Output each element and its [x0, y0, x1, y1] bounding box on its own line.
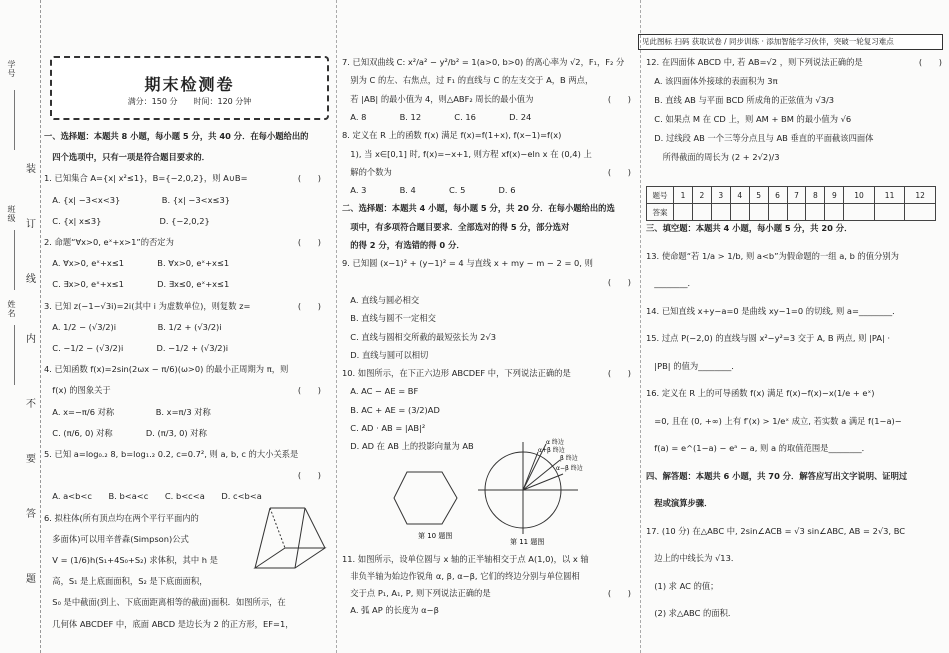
- question-text: 12. 在四面体 ABCD 中, 若 AB=√2 ，则下列说法正确的是: [646, 57, 863, 67]
- question-text: B. 直线 AB 与平面 BCD 所成角的正弦值为 √3/3: [646, 95, 835, 105]
- question-text: V = (1/6)h(S₁+4S₀+S₂) 求体积，其中 h 是: [44, 555, 218, 565]
- answer-paren: ( ): [607, 368, 631, 379]
- question-line: [646, 56, 863, 69]
- answer-paren: ( ): [607, 588, 631, 598]
- question-line: [44, 342, 228, 355]
- question-line: [646, 552, 739, 565]
- question-text: 的得 2 分，有选错的得 0 分．: [342, 240, 465, 250]
- question-line: [44, 257, 229, 270]
- question-text: ________．: [646, 278, 696, 288]
- question-text: 6. 拟柱体(所有顶点均在两个平行平面内的: [44, 512, 199, 523]
- question-text: C. 直线与圆相交所截的最短弦长为 2√3: [342, 331, 497, 342]
- question-number-cell: 8: [806, 187, 825, 204]
- binding-word: 装: [26, 164, 36, 175]
- question-text: 5. 已知 a=log₀.₂ 8, b=log₁.₂ 0.2, c=0.7², 则 a, b, c 的大小关系是: [44, 449, 299, 459]
- question-line: [646, 132, 873, 145]
- question-line: [646, 607, 736, 620]
- question-text: A. 直线与圆必相交: [342, 294, 420, 305]
- question-text: 13. 使命题“若 1/a > 1/b, 则 a<b”为假命题的一组 a, b 的值分别为: [646, 250, 899, 261]
- question-text: 9. 已知圆 (x−1)² + (y−1)² = 4 与直线 x + my − m − 2 = 0, 则: [342, 258, 593, 269]
- class-line: [14, 230, 15, 290]
- ray-label: β 终边: [560, 455, 578, 462]
- hexagon-figure: [392, 460, 462, 540]
- question-text: 多面体)可以用辛普森(Simpson)公式: [44, 533, 189, 544]
- question-line: [646, 332, 890, 345]
- question-text: A. AC − AE = BF: [342, 386, 419, 397]
- question-line: [342, 148, 592, 161]
- answer-cell: [844, 204, 875, 221]
- question-line: [342, 111, 531, 124]
- fig10-caption: 第 10 题图: [418, 532, 453, 540]
- question-text: 高，S₁ 是上底面面积，S₂ 是下底面面积，: [44, 576, 208, 587]
- question-line: [44, 194, 230, 207]
- question-text: C. (π/6, 0) 对称 D. (π/3, 0) 对称: [44, 427, 207, 438]
- question-text: 10. 如图所示，在下正六边形 ABCDEF 中，下列说法正确的是: [342, 368, 571, 379]
- answer-cell: [674, 204, 693, 221]
- question-text: A. 3 B. 4 C. 5 D. 6: [342, 185, 516, 196]
- question-text: =0, 且在 (0, +∞) 上有 f′(x) > 1/eˣ 成立, 若实数 a 满足 f(1−a)−: [646, 415, 902, 426]
- question-text: B. 直线与圆不一定相交: [342, 313, 436, 324]
- question-line: [342, 166, 392, 179]
- answer-cell: [730, 204, 749, 221]
- question-text: A. {x| −3<x<3} B. {x| −3<x≤3}: [44, 194, 230, 205]
- ray-label: α−β 终边: [556, 465, 583, 472]
- question-line: [44, 236, 174, 249]
- question-text: A. 弧 AP 的长度为 α−β: [342, 605, 439, 615]
- question-line: [646, 470, 907, 483]
- question-line: [646, 250, 899, 263]
- column-2: [336, 0, 637, 653]
- question-line: [44, 384, 111, 397]
- question-text: 三、填空题：本题共 4 小题，每小题 5 分，共 20 分．: [646, 223, 853, 233]
- answer-paren: ( ): [297, 173, 321, 184]
- question-line: [44, 363, 288, 376]
- question-line: [44, 427, 207, 440]
- question-line: [44, 533, 189, 546]
- question-text: 几何体 ABCDEF 中，底面 ABCD 是边长为 2 的正方形，EF=1，: [44, 618, 294, 629]
- answer-cell: [711, 204, 730, 221]
- question-text: 项中，有多项符合题目要求．全部选对的得 5 分，部分选对: [342, 221, 570, 232]
- question-text: 二、选择题：本题共 4 小题，每小题 5 分，共 20 分．在每小题给出的选: [342, 203, 615, 214]
- question-line: [646, 525, 905, 538]
- question-text: 3. 已知 z(−1−√3i)=2i(其中 i 为虚数单位)，则复数 z=: [44, 300, 251, 311]
- question-line: [44, 130, 308, 143]
- answer-cell: [692, 204, 711, 221]
- question-text: C. ∃x>0, eˣ+x≤1 D. ∃x≤0, eˣ+x≤1: [44, 279, 230, 290]
- question-number-cell: 5: [749, 187, 768, 204]
- question-number-cell: 4: [730, 187, 749, 204]
- question-line: [44, 215, 210, 228]
- question-text: C. 如果点 M 在 CD 上，则 AM + BM 的最小值为 √6: [646, 114, 852, 124]
- ray-label: α 终边: [546, 439, 564, 446]
- question-text: A. 该四面体外接球的表面积为 3π: [646, 76, 778, 86]
- question-line: [342, 404, 440, 417]
- answer-paren: ( ): [297, 385, 321, 396]
- question-line: [342, 422, 425, 435]
- answer-paren: ( ): [607, 276, 631, 287]
- question-line: [44, 448, 298, 461]
- question-line: [342, 570, 580, 583]
- question-text: 16. 定义在 R 上的可导函数 f(x) 满足 f(x)−f(x)−x(1/e + eˣ): [646, 388, 875, 398]
- answer-cell: [806, 204, 825, 221]
- question-number-cell: 3: [711, 187, 730, 204]
- question-number-cell: 9: [825, 187, 844, 204]
- question-text: 1. 已知集合 A={x| x²≤1}，B={−2,0,2}，则 A∪B=: [44, 173, 248, 184]
- question-line: [646, 94, 834, 107]
- question-text: C. {x| x≤3} D. {−2,0,2}: [44, 215, 210, 226]
- question-line: [342, 257, 593, 270]
- answer-cell: [787, 204, 806, 221]
- question-line: [44, 596, 286, 609]
- question-line: [44, 172, 248, 185]
- question-line: [342, 184, 515, 197]
- question-text: A. ∀x>0, eˣ+x≤1 B. ∀x>0, eˣ+x≤1: [44, 258, 230, 269]
- question-line: [342, 604, 439, 617]
- question-text: A. 8 B. 12 C. 16 D. 24: [342, 111, 532, 122]
- question-line: [44, 512, 199, 525]
- question-line: [44, 151, 210, 164]
- binding-word: 要: [26, 454, 36, 465]
- question-line: [342, 74, 593, 87]
- answer-paren: ( ): [607, 93, 631, 104]
- question-text: 边上的中线长为 √13．: [646, 553, 740, 563]
- question-line: [646, 277, 696, 290]
- question-line: [646, 305, 900, 318]
- question-number-cell: 11: [874, 187, 905, 204]
- answer-cell: [749, 204, 768, 221]
- question-line: [646, 387, 874, 400]
- score-time: 满分：150 分 时间：120 分钟: [127, 97, 252, 106]
- question-text: 8. 定义在 R 上的函数 f(x) 满足 f(x)=f(1+x), f(x−1)=f(x): [342, 130, 562, 141]
- question-text: 交于点 P₁, A₁, P, 则下列说法正确的是: [342, 588, 491, 598]
- fig11-caption: 第 11 题图: [510, 538, 545, 546]
- binding-word: 题: [26, 574, 36, 585]
- answer-paren: ( ): [918, 57, 942, 67]
- question-line: [646, 580, 718, 593]
- question-line: [342, 331, 496, 344]
- question-line: [342, 239, 465, 252]
- answer-paren: ( ): [607, 166, 631, 177]
- binding-word: 线: [26, 274, 36, 285]
- question-text: 2. 命题“∀x>0, eˣ+x>1”的否定为: [44, 237, 174, 247]
- question-text: D. AD 在 AB 上的投影向量为 AB: [342, 441, 474, 452]
- question-text: B. AC + AE = (3/2)AD: [342, 404, 440, 415]
- binding-word: 内: [26, 334, 36, 345]
- question-text: |PB| 的值为________．: [646, 360, 740, 371]
- question-line: [646, 151, 780, 164]
- question-line: [44, 321, 222, 334]
- question-text: S₀ 是中截面(到上、下底面距离相等的截面)面积．如图所示，在: [44, 597, 286, 608]
- student-id-label: 学号: [7, 60, 16, 78]
- question-text: A. 1/2 − (√3/2)i B. 1/2 + (√3/2)i: [44, 321, 222, 332]
- answer-cell: [874, 204, 905, 221]
- question-text: 四个选项中，只有一项是符合题目要求的．: [44, 152, 210, 163]
- question-text: 别为 C 的左、右焦点，过 F₁ 的直线与 C 的左支交于 A，B 两点，: [342, 75, 594, 86]
- question-line: [342, 367, 571, 380]
- question-text: f(a) = e^(1−a) − eᵃ − a, 则 a 的取值范围是________．: [646, 443, 870, 453]
- question-line: [44, 575, 208, 588]
- question-text: 程或演算步骤．: [646, 498, 713, 508]
- table-row-label: 题号: [647, 187, 674, 204]
- table-row-label: 答案: [647, 204, 674, 221]
- ray-label: α+β 终边: [538, 447, 565, 454]
- question-text: A. x=−π/6 对称 B. x=π/3 对称: [44, 406, 211, 417]
- column-3: [640, 0, 948, 653]
- header-banner: 见此图标 扫码 获取试卷 / 同步训练 · 添加智能学习伙伴，突破一轮复习难点: [638, 34, 943, 50]
- question-line: [342, 129, 561, 142]
- question-text: 解的个数为: [342, 166, 392, 177]
- question-line: [342, 385, 418, 398]
- answer-table: [646, 186, 936, 221]
- question-line: [646, 497, 712, 510]
- binding-word: 答: [26, 509, 36, 520]
- class-label: 班级: [7, 205, 16, 223]
- student-id-line: [14, 90, 15, 150]
- question-text: 所得截面的周长为 (2 + 2√2)/3: [646, 152, 780, 162]
- question-text: (1) 求 AC 的值；: [646, 580, 719, 591]
- answer-paren: ( ): [297, 237, 321, 247]
- question-text: 4. 已知函数 f(x)=2sin(2ωx − π/6)(ω>0) 的最小正周期为 π，则: [44, 364, 289, 375]
- question-line: [342, 202, 615, 215]
- question-text: C. AD · AB = |AB|²: [342, 423, 426, 433]
- question-line: [342, 93, 533, 106]
- question-line: [646, 442, 870, 455]
- question-line: [646, 360, 740, 373]
- question-text: (2) 求△ABC 的面积．: [646, 608, 737, 618]
- question-line: [44, 406, 211, 419]
- question-line: [44, 278, 229, 291]
- question-text: 17. (10 分) 在△ABC 中, 2sin∠ACB = √3 sin∠ABC, AB = 2√3, BC: [646, 525, 906, 536]
- question-text: D. 直线与圆可以相切: [342, 349, 429, 360]
- question-line: [342, 56, 624, 69]
- question-text: 15. 过点 P(−2,0) 的直线与圆 x²−y²=3 交于 A, B 两点, 则 |PA| ·: [646, 333, 891, 343]
- name-label: 姓名: [7, 300, 16, 318]
- question-line: [646, 113, 851, 126]
- question-number-cell: 2: [692, 187, 711, 204]
- question-text: 14. 已知直线 x+y−a=0 是曲线 xy−1=0 的切线, 则 a=________．: [646, 305, 901, 316]
- answer-paren: ( ): [297, 470, 321, 481]
- question-line: [342, 294, 419, 307]
- question-line: [646, 75, 778, 88]
- page-title: 期末检测卷: [144, 75, 235, 94]
- question-number-cell: 1: [674, 187, 693, 204]
- prism-figure: [250, 498, 330, 578]
- question-text: C. −1/2 − (√3/2)i D. −1/2 + (√3/2)i: [44, 343, 229, 353]
- question-line: [342, 440, 474, 453]
- question-text: f(x) 的图象关于: [44, 385, 111, 396]
- binding-word: 不: [26, 399, 36, 410]
- question-text: D. 过线段 AB 一个三等分点且与 AB 垂直的平面截该四面体: [646, 133, 874, 143]
- question-number-cell: 6: [768, 187, 787, 204]
- question-line: [646, 222, 852, 235]
- question-text: 若 |AB| 的最小值为 4，则△ABF₂ 周长的最小值为: [342, 93, 534, 104]
- question-line: [44, 490, 262, 503]
- title-box: [50, 56, 329, 120]
- binding-margin: [0, 0, 41, 653]
- question-text: 11. 如图所示，设单位圆与 x 轴的正半轴相交于点 A(1,0)，以 x 轴: [342, 554, 589, 564]
- answer-cell: [905, 204, 936, 221]
- question-line: [44, 554, 218, 567]
- question-line: [342, 349, 428, 362]
- question-text: 非负半轴为始边作锐角 α, β, α−β, 它们的终边分别与单位圆相: [342, 571, 580, 581]
- name-line: [14, 325, 15, 385]
- question-text: 一、选择题：本题共 8 小题，每小题 5 分，共 40 分．在每小题给出的: [44, 131, 309, 141]
- question-line: [44, 300, 250, 313]
- question-number-cell: 7: [787, 187, 806, 204]
- answer-cell: [768, 204, 787, 221]
- question-text: A. a<b<c B. b<a<c C. b<c<a D. c<b<a: [44, 491, 262, 502]
- question-number-cell: 10: [844, 187, 875, 204]
- question-line: [646, 415, 902, 428]
- answer-paren: ( ): [297, 300, 321, 311]
- question-number-cell: 12: [905, 187, 936, 204]
- binding-word: 订: [26, 219, 36, 230]
- question-text: 四、解答题：本题共 6 小题，共 70 分．解答应写出文字说明、证明过: [646, 470, 908, 481]
- question-line: [342, 587, 491, 600]
- question-text: 1), 当 x∈[0,1] 时, f(x)=−x+1, 则方程 xf(x)−eln x 在 (0,4) 上: [342, 148, 592, 159]
- question-line: [342, 221, 569, 234]
- question-line: [44, 618, 294, 631]
- question-line: [342, 553, 589, 566]
- question-line: [342, 312, 436, 325]
- answer-cell: [825, 204, 844, 221]
- unit-circle-figure: [478, 432, 588, 550]
- question-text: 7. 已知双曲线 C: x²/a² − y²/b² = 1(a>0, b>0) 的离心率为 √2，F₁，F₂ 分: [342, 57, 625, 67]
